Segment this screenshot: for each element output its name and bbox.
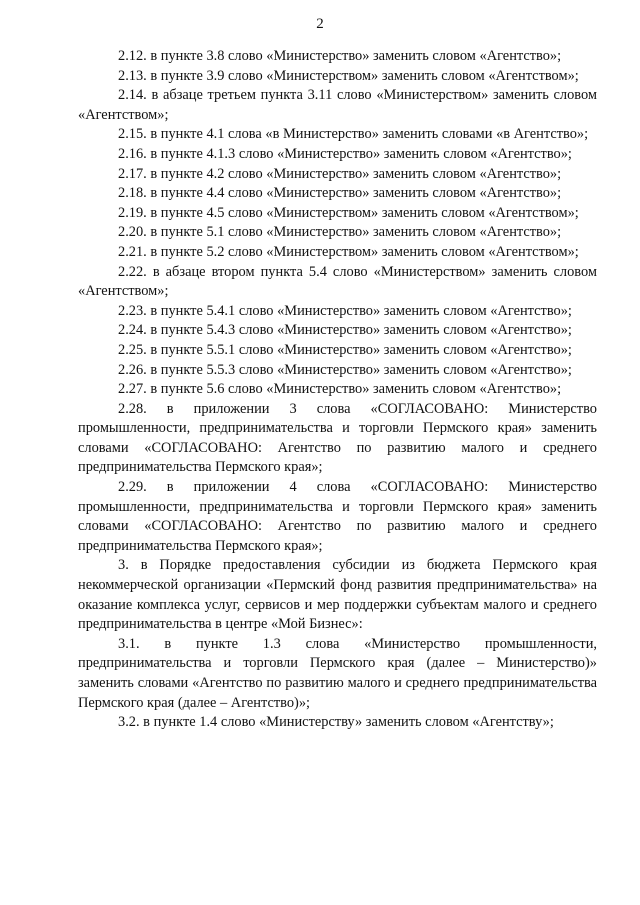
paragraph-2-29: 2.29. в приложении 4 слова «СОГЛАСОВАНО: Министерство промышленности, предпринимательства и торговли Пермского края» заменить словами «СОГЛАСОВАНО: Агентство по развитию малого и среднего предпринимательства Пермского края»; [78,479,597,554]
paragraph-2-23: 2.23. в пункте 5.4.1 слово «Министерство» заменить словом «Агентство»; [118,302,572,319]
paragraph-2-22: 2.22. в абзаце втором пункта 5.4 слово «Министерством» заменить словом «Агентством»; [78,263,597,300]
paragraph-3: 3. в Порядке предоставления субсидии из бюджета Пермского края некоммерческой организации «Пермский фонд развития предпринимательства» на оказание комплекса услуг, сервисов и мер поддержки субъектам малого и среднего предпринимательства в центре «Мой Бизнес»: [78,557,597,633]
paragraph-2-19: 2.19. в пункте 4.5 слово «Министерством» заменить словом «Агентством»; [118,204,579,221]
paragraph-3-1: 3.1. в пункте 1.3 слова «Министерство промышленности, предпринимательства и торговли Пермского края (далее – Министерство)» заменить словами «Агентство по развитию малого и среднего предпринимательства Пермского края (далее – Агентство)»; [78,635,597,711]
paragraph-2-27: 2.27. в пункте 5.6 слово «Министерство» заменить словом «Агентство»; [118,381,562,398]
paragraph-2-21: 2.21. в пункте 5.2 слово «Министерством» заменить словом «Агентством»; [118,243,579,260]
paragraph-2-24: 2.24. в пункте 5.4.3 слово «Министерство» заменить словом «Агентство»; [118,322,572,339]
paragraph-2-26: 2.26. в пункте 5.5.3 слово «Министерство» заменить словом «Агентство»; [118,361,572,378]
paragraph-3-2: 3.2. в пункте 1.4 слово «Министерству» заменить словом «Агентству»; [118,714,554,731]
paragraph-2-14: 2.14. в абзаце третьем пункта 3.11 слово «Министерством» заменить словом «Агентством»; [78,87,597,123]
paragraph-2-13: 2.13. в пункте 3.9 слово «Министерством» заменить словом «Агентством»; [118,67,579,84]
paragraph-2-20: 2.20. в пункте 5.1 слово «Министерство» заменить словом «Агентство»; [118,224,562,241]
paragraph-2-28: 2.28. в приложении 3 слова «СОГЛАСОВАНО: Министерство промышленности, предпринимательства и торговли Пермского края» заменить словами «СОГЛАСОВАНО: Агентство по развитию малого и среднего предпринимательства Пермского края»; [78,400,597,476]
document-body [78,47,597,733]
paragraph-2-15: 2.15. в пункте 4.1 слова «в Министерство» заменить словами «в Агентство»; [118,126,589,143]
paragraph-2-16: 2.16. в пункте 4.1.3 слово «Министерство» заменить словом «Агентство»; [118,145,572,162]
paragraph-2-25: 2.25. в пункте 5.5.1 слово «Министерство» заменить словом «Агентство»; [118,341,572,358]
paragraph-2-12: 2.12. в пункте 3.8 слово «Министерство» заменить словом «Агентство»; [118,48,562,64]
paragraph-2-18: 2.18. в пункте 4.4 слово «Министерство» заменить словом «Агентство»; [118,185,562,202]
paragraph-2-17: 2.17. в пункте 4.2 слово «Министерство» заменить словом «Агентство»; [118,165,562,182]
page-number: 2 [316,16,324,32]
